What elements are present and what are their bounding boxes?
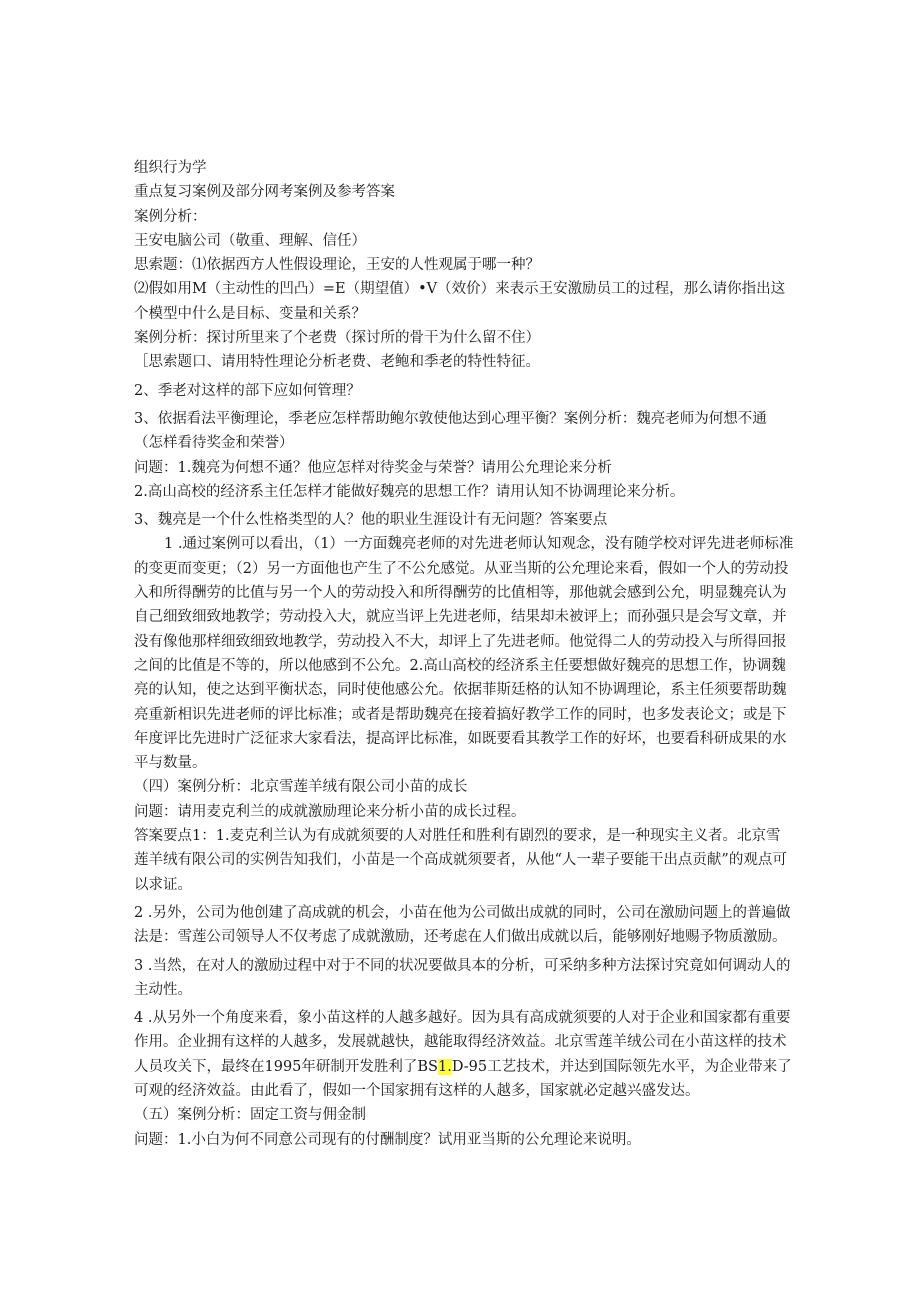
answer-text: 4 .从另外一个角度来看，象小苗这样的人越多越好。因为具有高成就须要的人对于企业和国家都有重要作用。企业拥有这样的人越多，发展就越快，越能取得经济效益。北京雪莲羊绒公司在小苗这样的技术人员攻关下，最终在1995年研制开发胜利了BS [134, 1010, 791, 1075]
question-text: ⑵假如用M（主动性的凹凸）=E（期望值）•V（效价）来表示王安激励员工的过程，那么请你指出这个模型中什么是目标、变量和关系？ [134, 281, 786, 322]
case-title: （五）案例分析：固定工资与佣金制 [134, 1107, 366, 1124]
answer-paragraph: 答案要点1：1.麦克利兰认为有成就须要的人对胜任和胜利有剧烈的要求，是一种现实主义者。北京雪莲羊绒有限公司的实例告知我们，小苗是一个高成就须要者，从他“人一辈子要能干出点贡献”的观点可以求证。 [134, 828, 787, 893]
case-title: 案例分析：探讨所里来了个老费（探讨所的骨干为什么留不住） [134, 330, 540, 347]
question-text: 3、魏亮是一个什么性格类型的人？他的职业生涯设计有无问题？答案要点 [134, 512, 608, 529]
question-text: 2、季老对这样的部下应如何管理？ [134, 382, 361, 399]
question-text: 2.高山高校的经济系主任怎样才能做好魏亮的思想工作？请用认知不协调理论来分析。 [134, 483, 685, 500]
question-text: 问题：1.小白为何不同意公司现有的付酬制度？试用亚当斯的公允理论来说明。 [134, 1131, 641, 1148]
case-title: 王安电脑公司（敬重、理解、信任） [134, 232, 366, 249]
question-text: 思索题：⑴依据西方人性假设理论，王安的人性观属于哪一种？ [134, 257, 540, 274]
answer-text: D-95工艺技术，并达到国际领先水平，为企业带来了可观的经济效益。由此看了，假如一个国家拥有这样的人越多，国家就必定越兴盛发达。 [134, 1058, 792, 1099]
doc-title: 组织行为学 [134, 160, 207, 176]
case-title: （四）案例分析：北京雪莲羊绒有限公司小苗的成长 [134, 779, 468, 796]
question-text: 问题：请用麦克利兰的成就激励理论来分析小苗的成长过程。 [134, 803, 526, 820]
question-text: ［思索题口、请用特性理论分析老费、老鲍和季老的特性特征。 [134, 354, 540, 371]
answer-paragraph: 3 .当然，在对人的激励过程中对于不同的状况要做具本的分析，可采纳多种方法探讨究竟如何调动人的主动性。 [134, 957, 791, 998]
question-text: 问题：1.魏亮为何想不通？他应怎样对待奖金与荣誉？请用公允理论来分析 [134, 459, 612, 476]
answer-paragraph: 1 .通过案例可以看出，（1）一方面魏亮老师的对先进老师认知观念，没有随学校对评先进老师标准的变更而变更；（2）另一方面他也产生了不公允感觉。从亚当斯的公允理论来看，假如一个人的劳动投入和所得酬劳的比值与另一个人的劳动投入和所得酬劳的比值相等，那他就会感到公允，明显魏亮认为自己细致细致地教学；劳动投入大，就应当评上先进老师，结果却未被评上；而孙强只是会写文章，并没有像他那样细致细致地教学，劳动投入不大，却评上了先进老师。他觉得二人的劳动投入与所得回报之间的比值是不等的，所以他感到不公允。2.高山高校的经济系主任要想做好魏亮的思想工作，协调魏亮的认知，使之达到平衡状态，同时使他感公允。依据菲斯廷格的认知不协调理论，系主任须要帮助魏亮重新相识先进老师的评比标准；或者是帮助魏亮在接着搞好教学工作的同时，也多发表论文；或是下年度评比先进时广泛征求大家看法，提高评比标准，如既要看其教学工作的好坏，也要看科研成果的水平与数量。 [134, 536, 794, 772]
highlighted-text: 1. [438, 1058, 452, 1075]
doc-subtitle: 重点复习案例及部分网考案例及参考答案 [134, 184, 395, 201]
section-label: 案例分析： [134, 208, 207, 225]
answer-paragraph [134, 1006, 794, 1103]
document-body [134, 156, 794, 1152]
question-text: 3、依据看法平衡理论，季老应怎样帮助鲍尔敦使他达到心理平衡？案例分析：魏亮老师为何想不通（怎样看待奖金和荣誉） [134, 410, 767, 452]
answer-paragraph: 2 .另外，公司为他创建了高成就的机会，小苗在他为公司做出成就的同时，公司在激励问题上的普遍做法是：雪莲公司领导人不仅考虑了成就激励，还考虑在人们做出成就以后，能够刚好地赐予物质激励。 [134, 904, 791, 946]
